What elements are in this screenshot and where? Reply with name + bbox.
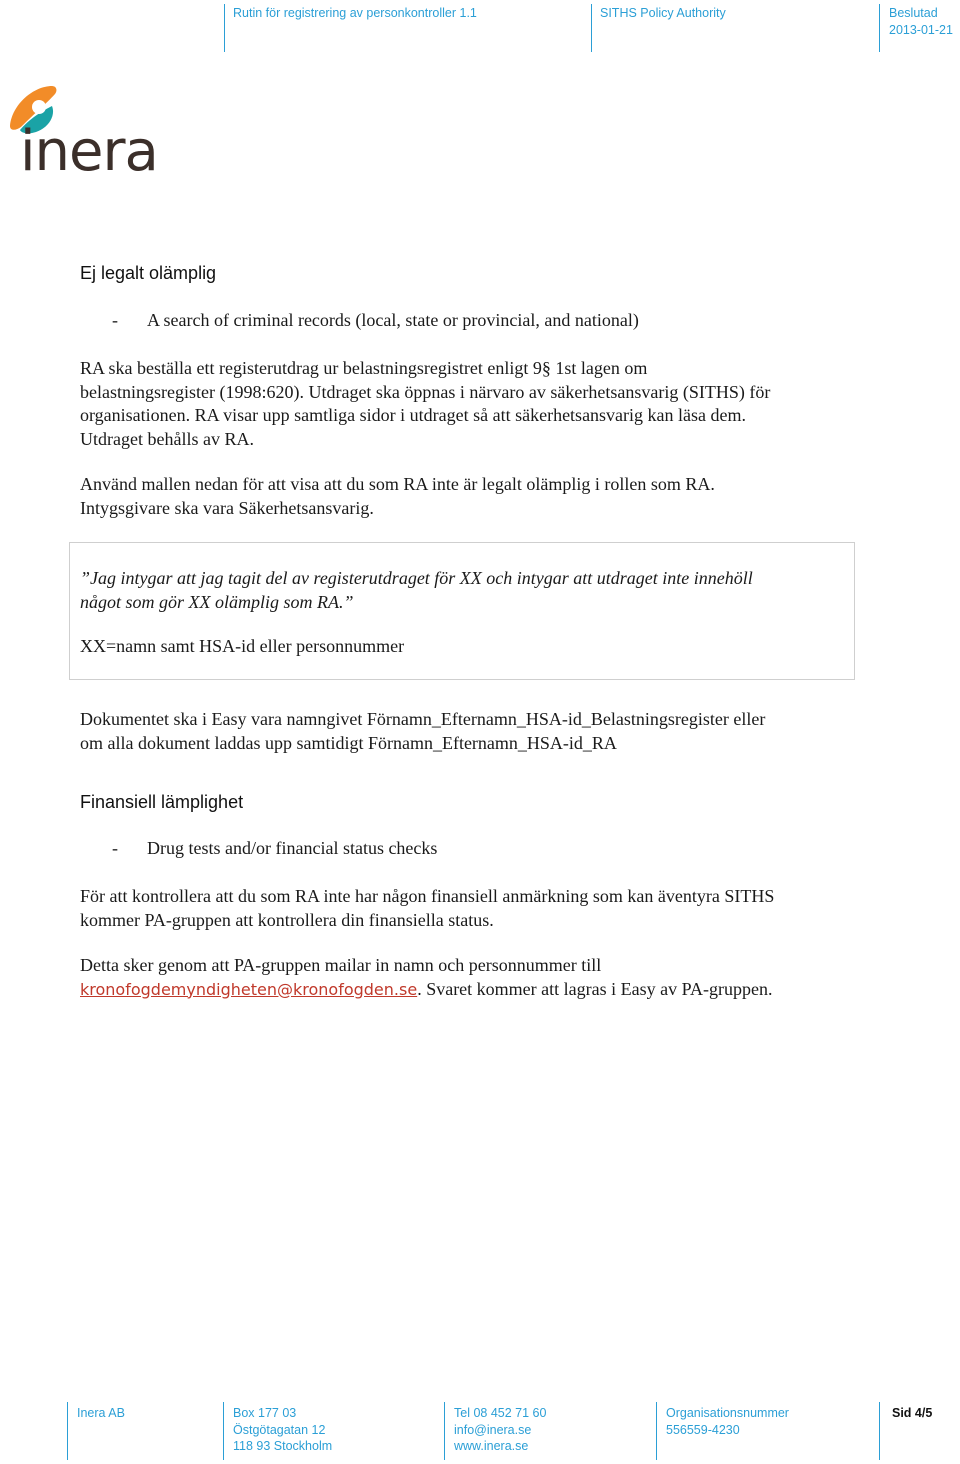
text-fragment: . Svaret kommer att lagras i Easy av PA-gruppen. (417, 978, 773, 999)
text-line: belastningsregister (1998:620). Utdraget ska öppnas i närvaro av säkerhetsansvarig (SITHS) för (80, 381, 771, 402)
paragraph-template (80, 473, 930, 520)
quote-note: XX=namn samt HSA-id eller personnummer (80, 636, 405, 656)
text-line: Intygsgivare ska vara Säkerhetsansvarig. (80, 497, 374, 518)
footer-page-number: Sid 4/5 (892, 1406, 933, 1420)
footer-org-label: Organisationsnummer (666, 1406, 789, 1420)
footer-divider (879, 1402, 880, 1460)
paragraph-naming (80, 708, 930, 755)
header-divider (879, 4, 880, 52)
footer-company: Inera AB (77, 1406, 125, 1420)
quote-text (80, 567, 850, 614)
header-divider (591, 4, 592, 52)
text-line: om alla dokument laddas upp samtidigt Förnamn_Efternamn_HSA-id_RA (80, 732, 617, 753)
email-link[interactable]: kronofogdemyndigheten@kronofogden.se (80, 979, 418, 999)
header-divider (224, 4, 225, 52)
text-line: organisationen. RA visar upp samtliga sidor i utdraget så att säkerhetsansvarig kan läsa dem. (80, 405, 747, 425)
text-line: Använd mallen nedan för att visa att du som RA inte är legalt olämplig i rollen som RA. (80, 474, 715, 494)
footer-divider (656, 1402, 657, 1460)
footer-contact (454, 1405, 546, 1455)
text-line: något som gör XX olämplig som RA.” (80, 591, 354, 612)
footer-line: Box 177 03 (233, 1406, 297, 1420)
section-heading-legal: Ej legalt olämplig (80, 263, 217, 283)
footer-address (233, 1405, 332, 1455)
logo-text: inera (20, 119, 158, 184)
footer-email: info@inera.se (454, 1422, 532, 1437)
text-line: Dokumentet ska i Easy vara namngivet Förnamn_Efternamn_HSA-id_Belastningsregister eller (80, 709, 766, 729)
text-line: kommer PA-gruppen att kontrollera din finansiella status. (80, 909, 494, 930)
header-date: 2013-01-21 (889, 23, 953, 37)
footer-line: 118 93 Stockholm (233, 1439, 333, 1453)
footer-divider (223, 1402, 224, 1460)
footer-website: www.inera.se (454, 1439, 529, 1453)
header-authority: SITHS Policy Authority (600, 6, 726, 20)
footer-phone: Tel 08 452 71 60 (454, 1406, 547, 1420)
section-heading-financial: Finansiell lämplighet (80, 792, 244, 812)
paragraph-email (80, 954, 930, 1001)
footer-org (666, 1405, 789, 1438)
bullet-item: Drug tests and/or financial status checks (147, 838, 438, 858)
footer-divider (67, 1402, 68, 1460)
bullet-dash: - (112, 838, 118, 858)
header-document-title: Rutin för registrering av personkontroller 1.1 (233, 6, 477, 20)
text-line (80, 978, 930, 1002)
footer-divider (444, 1402, 445, 1460)
bullet-item: A search of criminal records (local, state or provincial, and national) (147, 310, 639, 330)
paragraph-financial-check (80, 885, 930, 932)
inera-logo (6, 82, 176, 182)
footer-org-number: 556559-4230 (666, 1422, 740, 1437)
text-line: Detta sker genom att PA-gruppen mailar in namn och personnummer till (80, 955, 602, 975)
footer-line: Östgötagatan 12 (233, 1422, 326, 1437)
text-line: RA ska beställa ett registerutdrag ur belastningsregistret enligt 9§ 1st lagen om (80, 358, 648, 378)
header-status: Beslutad (889, 6, 938, 20)
text-line: För att kontrollera att du som RA inte har någon finansiell anmärkning som kan äventyra SITHS (80, 886, 775, 906)
text-line: Utdraget behålls av RA. (80, 428, 254, 449)
text-line: ”Jag intygar att jag tagit del av registerutdraget för XX och intygar att utdraget inte innehöll (80, 568, 753, 588)
bullet-dash: - (112, 310, 118, 330)
paragraph-registry (80, 357, 930, 451)
